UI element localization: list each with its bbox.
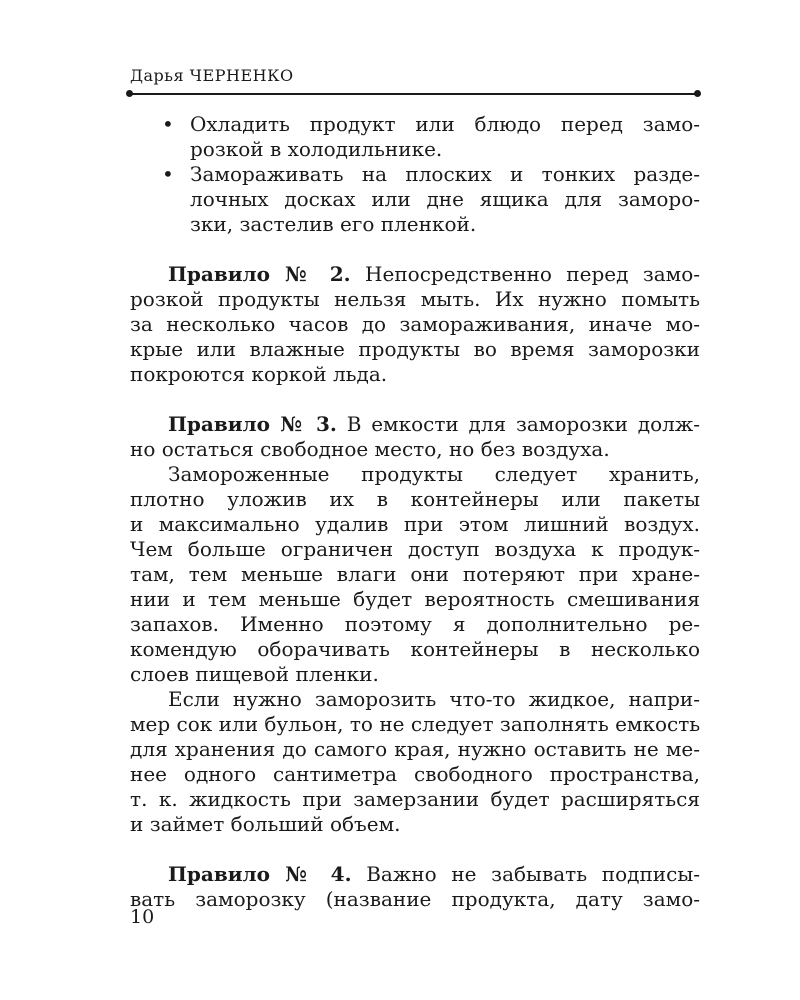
rule-3-lead-text: В емкости для заморозки долж- <box>336 412 700 436</box>
rule-3-label: Правило № 3. <box>168 412 337 436</box>
header-rule <box>128 93 698 95</box>
bullet-text: Замораживать на плоских и тонких разде- <box>190 162 700 186</box>
bullet-line: лочных досках или дне ящика для заморо- <box>190 187 700 211</box>
rule-3-liquid-paragraph <box>130 687 700 837</box>
rule-4-label: Правило № 4. <box>168 862 352 886</box>
header-rule-right-dot <box>694 90 701 97</box>
paragraph-line: для хранения до самого края, нужно оставить не ме- <box>130 737 700 761</box>
paragraph-line: там, тем меньше влаги они потеряют при хране- <box>130 562 700 586</box>
bullet-item <box>130 162 700 237</box>
bullet-text: Охладить продукт или блюдо перед замо- <box>190 112 700 136</box>
paragraph-line: и максимально удалив при этом лишний воздух. <box>130 512 700 536</box>
paragraph-line: т. к. жидкость при замерзании будет расширяться <box>130 787 700 811</box>
rule-3-storage-paragraph <box>130 462 700 687</box>
page-number: 10 <box>130 906 155 928</box>
paragraph-gap <box>130 387 700 412</box>
body-text <box>130 112 700 912</box>
paragraph-line: плотно уложив их в контейнеры или пакеты <box>130 487 700 511</box>
paragraph-line: нии и тем меньше будет вероятность смешивания <box>130 587 700 611</box>
header-rule-left-dot <box>126 90 133 97</box>
rule-4-paragraph <box>130 862 700 912</box>
bullet-line: розкой в холодильнике. <box>190 137 443 161</box>
paragraph-line <box>130 412 700 437</box>
paragraph-line: за несколько часов до замораживания, иначе мо- <box>130 312 700 336</box>
paragraph-line <box>130 862 700 887</box>
paragraph-line: вать заморозку (название продукта, дату замо- <box>130 887 700 911</box>
paragraph-line: комендую оборачивать контейнеры в несколько <box>130 637 700 661</box>
bullet-mark: • <box>162 112 174 136</box>
bullet-mark: • <box>162 162 174 186</box>
paragraph-line: мер сок или бульон, то не следует заполнять емкость <box>130 712 701 736</box>
bullet-line <box>130 162 700 187</box>
rule-2-paragraph <box>130 262 700 387</box>
paragraph-line: розкой продукты нельзя мыть. Их нужно помыть <box>130 287 700 311</box>
paragraph-line: крые или влажные продукты во время заморозки <box>130 337 700 361</box>
rule-2-label: Правило № 2. <box>168 262 351 286</box>
bullet-item <box>130 112 700 162</box>
paragraph-line: Чем больше ограничен доступ воздуха к продук- <box>130 537 700 561</box>
paragraph-gap <box>130 837 700 862</box>
paragraph-line: покроются коркой льда. <box>130 362 388 386</box>
rule-3-paragraph <box>130 412 700 462</box>
paragraph-line: Если нужно заморозить что-то жидкое, напри- <box>168 687 700 711</box>
paragraph-line: нее одного сантиметра свободного пространства, <box>130 762 700 786</box>
paragraph-line: но остаться свободное место, но без воздуха. <box>130 437 610 461</box>
bullet-line <box>130 112 700 137</box>
paragraph-gap <box>130 237 700 262</box>
paragraph-line: и займет больший объем. <box>130 812 401 836</box>
rule-4-lead-text: Важно не забывать подписы- <box>351 862 701 886</box>
paragraph-line: запахов. Именно поэтому я дополнительно ре- <box>130 612 700 636</box>
paragraph-line: слоев пищевой пленки. <box>130 662 379 686</box>
paragraph-line: Замороженные продукты следует хранить, <box>168 462 700 486</box>
rule-2-lead-text: Непосредственно перед замо- <box>350 262 701 286</box>
running-head-author: Дарья ЧЕРНЕНКО <box>130 66 294 85</box>
bullet-line: зки, застелив его пленкой. <box>190 212 477 236</box>
paragraph-line <box>130 262 700 287</box>
